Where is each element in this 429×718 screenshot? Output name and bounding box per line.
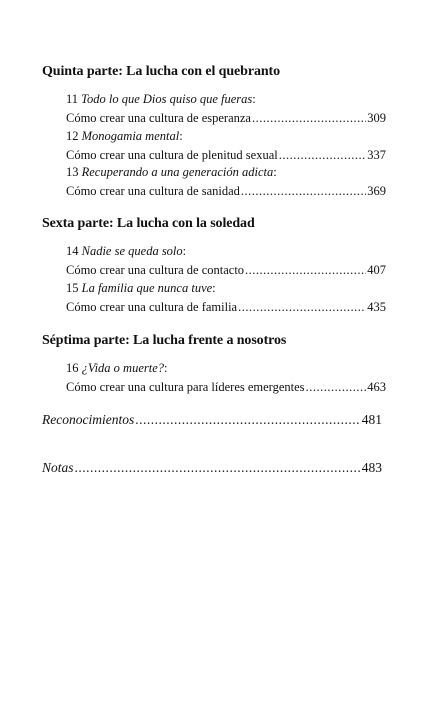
leader-dots bbox=[252, 109, 366, 128]
chapter-number: 15 bbox=[66, 281, 79, 295]
page-number: 435 bbox=[367, 300, 386, 314]
toc-entry-chapter-16: 16 ¿Vida o muerte?: Cómo crear una cultura para líderes emergentes ..... 463 bbox=[66, 359, 386, 397]
page-number: 463 bbox=[367, 380, 386, 394]
part-heading-septima: Séptima parte: La lucha frente a nosotros bbox=[42, 333, 287, 348]
chapter-subtitle: Cómo crear una cultura de familia bbox=[66, 300, 238, 314]
page-number: 481 bbox=[361, 412, 382, 427]
leader-dots bbox=[306, 378, 367, 397]
chapter-number: 11 bbox=[66, 92, 79, 106]
chapter-subtitle: Cómo crear una cultura para líderes emergentes bbox=[66, 380, 305, 394]
toc-entry-chapter-12: 12 Monogamia mental: Cómo crear una cultura de plenitud sexual ..... 337 bbox=[66, 127, 386, 165]
chapter-subtitle: Cómo crear una cultura de esperanza bbox=[66, 111, 251, 125]
toc-entry-chapter-14: 14 Nadie se queda solo: Cómo crear una cultura de contacto ..... 407 bbox=[66, 242, 386, 280]
toc-entry-chapter-13: 13 Recuperando a una generación adicta: Cómo crear una cultura de sanidad ..... 369 bbox=[66, 163, 386, 201]
chapter-title: Todo lo que Dios quiso que fueras bbox=[81, 92, 253, 106]
back-matter-label: Notas bbox=[42, 460, 74, 475]
leader-dots bbox=[135, 412, 361, 428]
chapter-number: 16 bbox=[66, 361, 79, 375]
leader-dots bbox=[245, 261, 366, 280]
chapter-subtitle: Cómo crear una cultura de plenitud sexual bbox=[66, 148, 278, 162]
page-number: 407 bbox=[367, 263, 386, 277]
chapter-title: La familia que nunca tuve bbox=[81, 281, 213, 295]
chapter-number: 12 bbox=[66, 129, 79, 143]
chapter-subtitle: Cómo crear una cultura de sanidad bbox=[66, 184, 240, 198]
chapter-title: Recuperando a una generación adicta bbox=[81, 165, 274, 179]
leader-dots bbox=[238, 298, 366, 317]
chapter-title: ¿Vida o muerte? bbox=[81, 361, 165, 375]
page-number: 337 bbox=[367, 148, 386, 162]
back-matter-label: Reconocimientos bbox=[42, 412, 135, 427]
toc-entry-notas bbox=[42, 460, 382, 476]
leader-dots bbox=[75, 460, 361, 476]
page-number: 369 bbox=[367, 184, 386, 198]
toc-entry-chapter-15: 15 La familia que nunca tuve: Cómo crear una cultura de familia ..... 435 bbox=[66, 279, 386, 317]
page-number: 483 bbox=[361, 460, 382, 475]
chapter-title: Monogamia mental bbox=[81, 129, 180, 143]
chapter-title: Nadie se queda solo bbox=[81, 244, 183, 258]
chapter-number: 14 bbox=[66, 244, 79, 258]
part-heading-quinta: Quinta parte: La lucha con el quebranto bbox=[42, 64, 281, 79]
part-heading-sexta: Sexta parte: La lucha con la soledad bbox=[42, 216, 255, 231]
leader-dots bbox=[241, 182, 366, 201]
chapter-number: 13 bbox=[66, 165, 79, 179]
chapter-subtitle: Cómo crear una cultura de contacto bbox=[66, 263, 245, 277]
toc-entry-chapter-11: 11 Todo lo que Dios quiso que fueras: Cómo crear una cultura de esperanza ..... 309 bbox=[66, 90, 386, 128]
page-number: 309 bbox=[367, 111, 386, 125]
toc-entry-reconocimientos bbox=[42, 412, 382, 428]
